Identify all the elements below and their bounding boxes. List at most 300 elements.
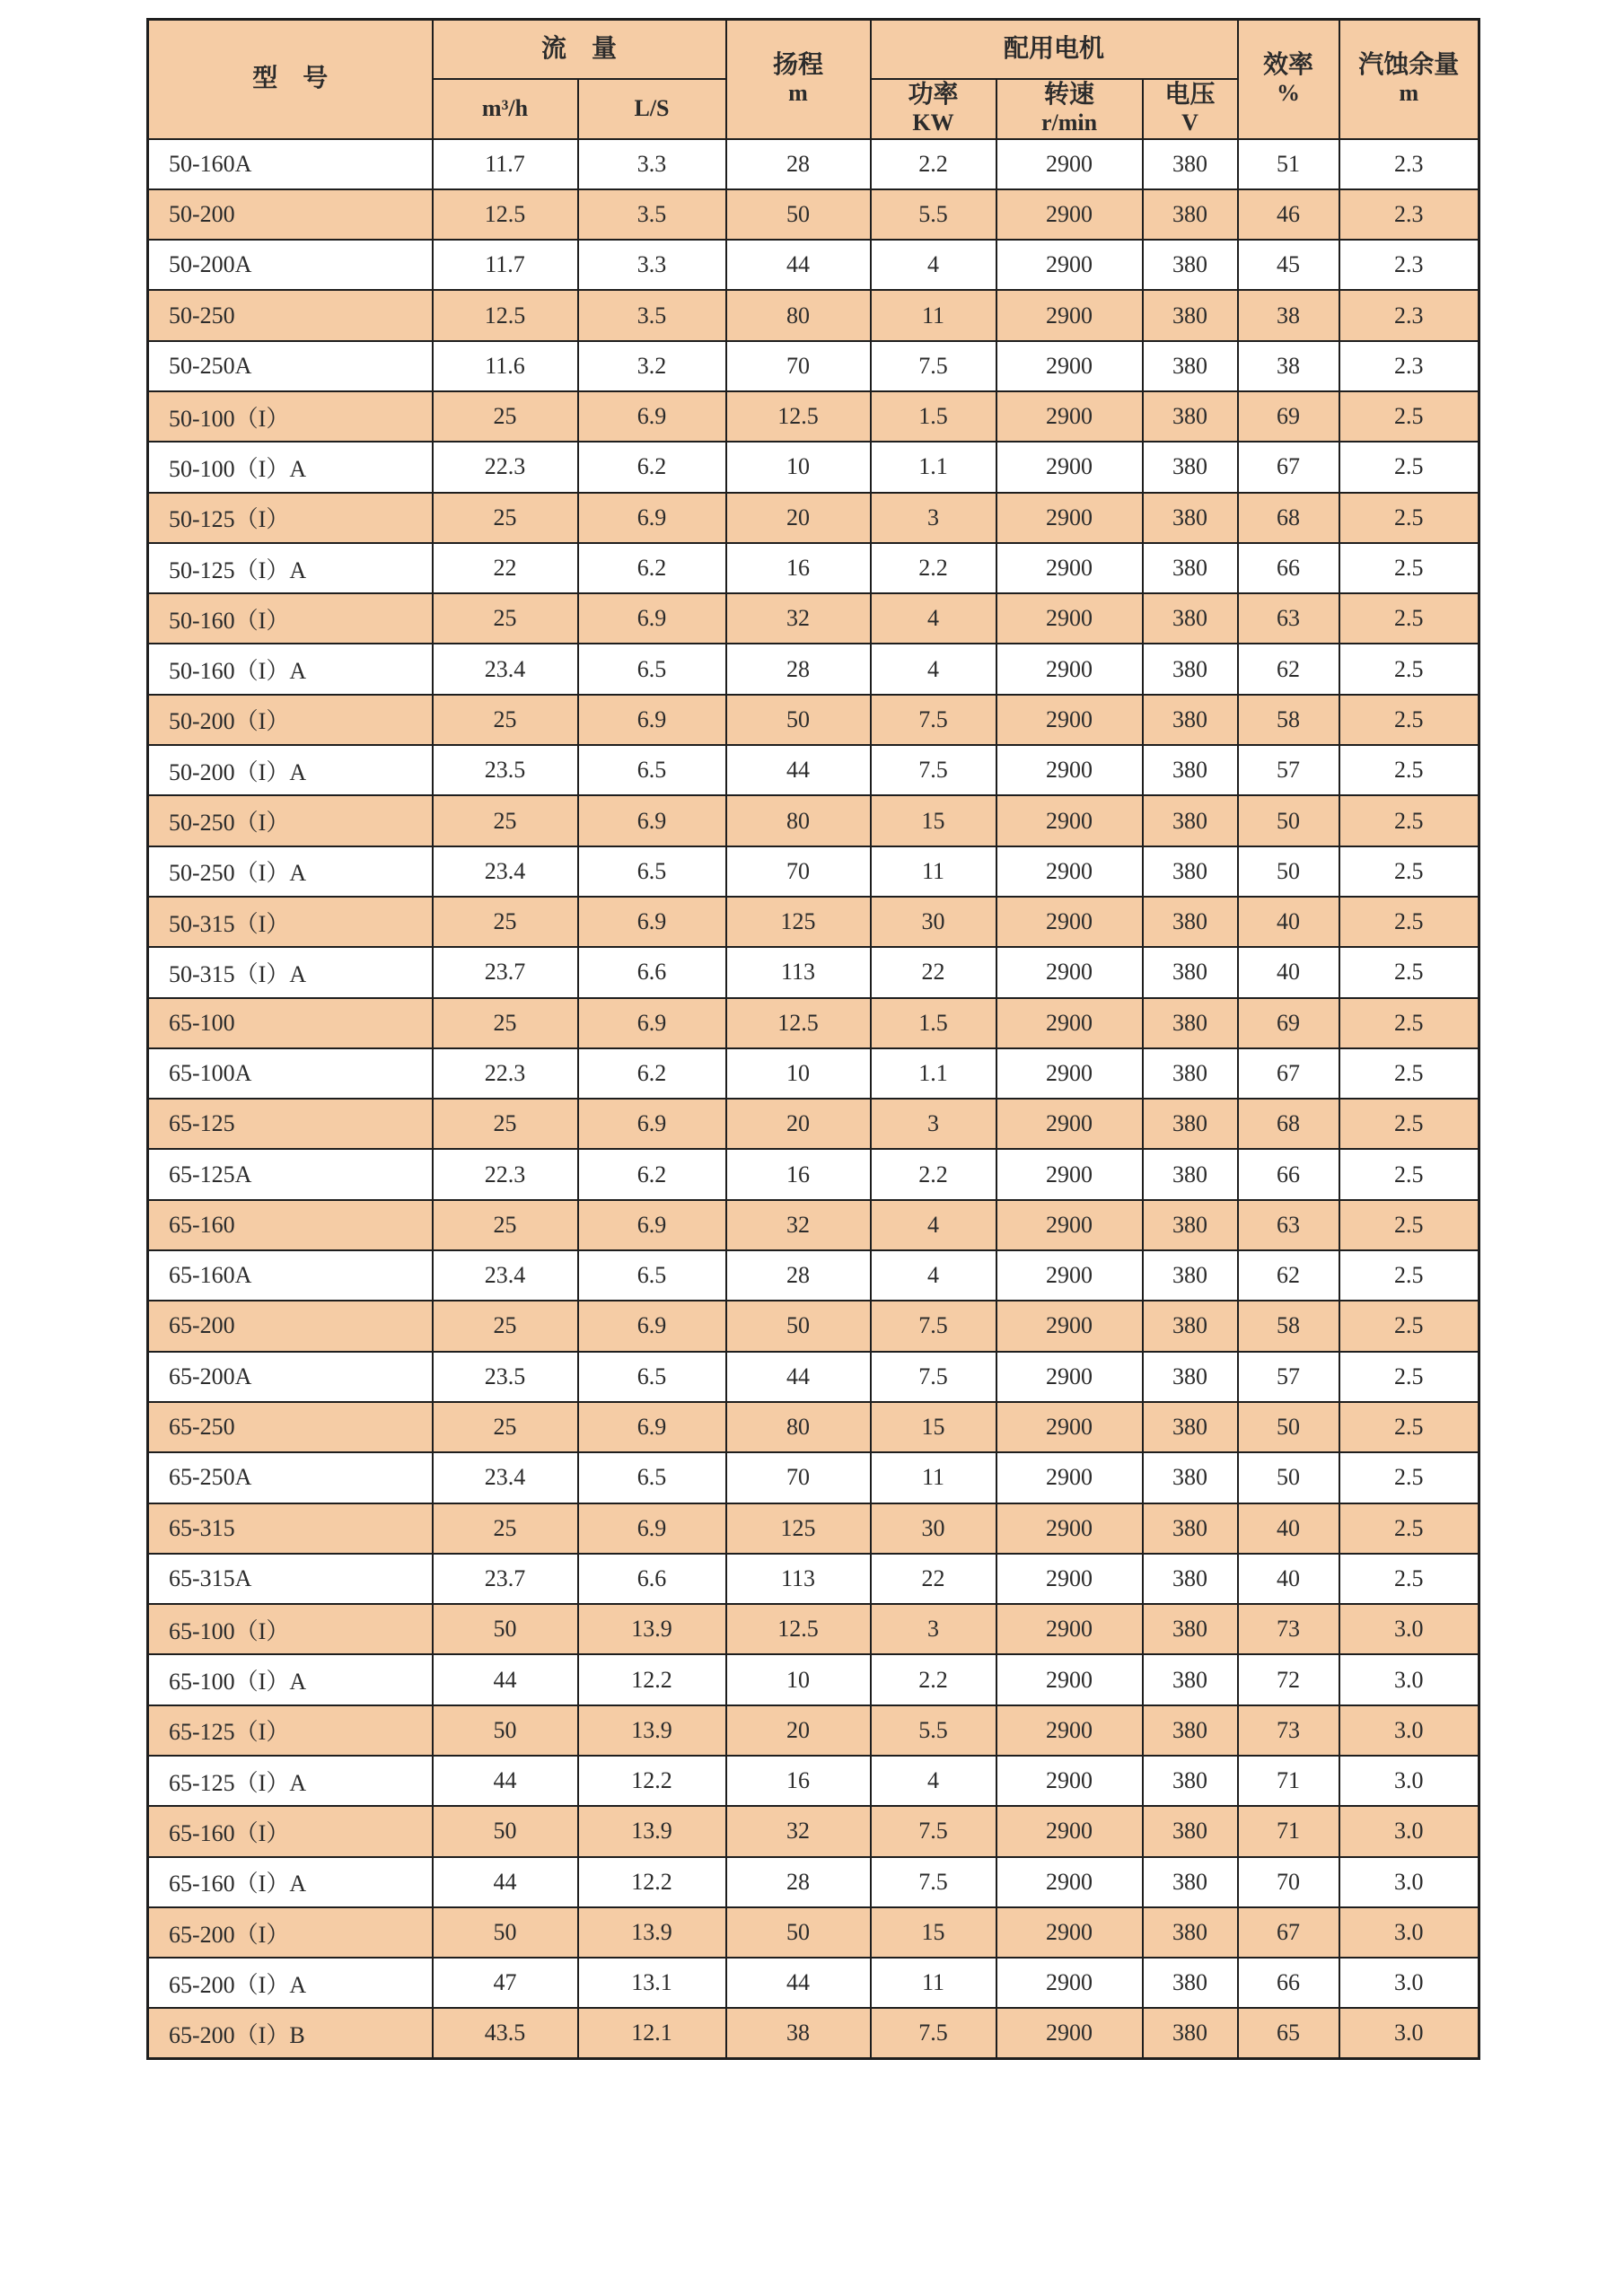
header-flow-ls-unit: L/S (634, 94, 670, 121)
value-cell: 10 (726, 1048, 871, 1099)
table-row (148, 1200, 1479, 1250)
value-cell: 45 (1238, 240, 1339, 290)
header-flow-ls (578, 79, 726, 139)
value-cell: 23.4 (433, 1452, 578, 1503)
value-cell: 2.5 (1339, 1352, 1479, 1402)
value-cell: 80 (726, 795, 871, 846)
value-cell: 2900 (996, 1402, 1143, 1452)
value-cell: 2900 (996, 493, 1143, 543)
value-cell: 80 (726, 290, 871, 340)
value-cell: 44 (726, 1352, 871, 1402)
value-cell: 20 (726, 493, 871, 543)
value-cell: 2.5 (1339, 1452, 1479, 1503)
table-row (148, 1048, 1479, 1099)
value-cell: 380 (1143, 1402, 1238, 1452)
value-cell: 38 (1238, 290, 1339, 340)
value-cell: 22 (433, 543, 578, 593)
model-cell: 65-200 (148, 1301, 433, 1351)
value-cell: 28 (726, 644, 871, 694)
model-cell: 65-160 (148, 1200, 433, 1250)
value-cell: 380 (1143, 1857, 1238, 1907)
value-cell: 2.5 (1339, 1554, 1479, 1604)
table-row (148, 1857, 1479, 1907)
value-cell: 67 (1238, 1907, 1339, 1958)
value-cell: 67 (1238, 442, 1339, 492)
table-row (148, 1554, 1479, 1604)
value-cell: 380 (1143, 1756, 1238, 1806)
value-cell: 71 (1238, 1806, 1339, 1856)
header-flow-m3h-unit: m³/h (481, 94, 529, 121)
value-cell: 69 (1238, 998, 1339, 1048)
value-cell: 23.4 (433, 1250, 578, 1301)
value-cell: 25 (433, 493, 578, 543)
value-cell: 3.0 (1339, 2008, 1479, 2058)
value-cell: 2900 (996, 1099, 1143, 1149)
value-cell: 6.9 (578, 998, 726, 1048)
table-row (148, 745, 1479, 795)
value-cell: 13.1 (578, 1958, 726, 2008)
value-cell: 2900 (996, 1503, 1143, 1554)
header-head (726, 20, 871, 139)
value-cell: 23.7 (433, 1554, 578, 1604)
value-cell: 25 (433, 695, 578, 745)
value-cell: 10 (726, 1654, 871, 1704)
value-cell: 3.5 (578, 189, 726, 240)
value-cell: 2.5 (1339, 1048, 1479, 1099)
value-cell: 57 (1238, 745, 1339, 795)
value-cell: 28 (726, 1857, 871, 1907)
value-cell: 3.0 (1339, 1756, 1479, 1806)
value-cell: 2.5 (1339, 644, 1479, 694)
value-cell: 30 (871, 1503, 996, 1554)
value-cell: 11 (871, 290, 996, 340)
value-cell: 22 (871, 1554, 996, 1604)
table-row (148, 1604, 1479, 1654)
header-motor: 配用电机 (871, 20, 1238, 79)
value-cell: 2900 (996, 1301, 1143, 1351)
table-row (148, 846, 1479, 897)
value-cell: 25 (433, 1301, 578, 1351)
value-cell: 380 (1143, 1654, 1238, 1704)
value-cell: 6.9 (578, 391, 726, 442)
value-cell: 3.0 (1339, 1806, 1479, 1856)
value-cell: 2900 (996, 391, 1143, 442)
value-cell: 1.1 (871, 442, 996, 492)
header-npsh-unit: m (1399, 80, 1419, 107)
model-cell: 50-160A (148, 139, 433, 189)
table-row (148, 493, 1479, 543)
value-cell: 6.6 (578, 947, 726, 997)
table-row (148, 1806, 1479, 1856)
value-cell: 3.2 (578, 341, 726, 391)
value-cell: 6.6 (578, 1554, 726, 1604)
header-power (871, 79, 996, 139)
value-cell: 125 (726, 897, 871, 947)
value-cell: 380 (1143, 998, 1238, 1048)
value-cell: 73 (1238, 1705, 1339, 1756)
value-cell: 2900 (996, 745, 1143, 795)
value-cell: 40 (1238, 1554, 1339, 1604)
value-cell: 66 (1238, 1149, 1339, 1199)
value-cell: 11 (871, 1958, 996, 2008)
value-cell: 1.5 (871, 998, 996, 1048)
value-cell: 380 (1143, 240, 1238, 290)
value-cell: 28 (726, 139, 871, 189)
value-cell: 2900 (996, 240, 1143, 290)
value-cell: 380 (1143, 1149, 1238, 1199)
model-cell: 65-200（I）A (148, 1958, 433, 2008)
value-cell: 2.5 (1339, 493, 1479, 543)
value-cell: 2900 (996, 695, 1143, 745)
value-cell: 7.5 (871, 1857, 996, 1907)
value-cell: 58 (1238, 1301, 1339, 1351)
value-cell: 44 (433, 1857, 578, 1907)
value-cell: 25 (433, 1200, 578, 1250)
table-row (148, 1756, 1479, 1806)
value-cell: 380 (1143, 745, 1238, 795)
value-cell: 25 (433, 1402, 578, 1452)
value-cell: 32 (726, 1200, 871, 1250)
table-row (148, 1654, 1479, 1704)
value-cell: 2900 (996, 1200, 1143, 1250)
value-cell: 3 (871, 1099, 996, 1149)
value-cell: 380 (1143, 1301, 1238, 1351)
value-cell: 25 (433, 1099, 578, 1149)
value-cell: 12.5 (726, 391, 871, 442)
value-cell: 2900 (996, 1705, 1143, 1756)
value-cell: 70 (726, 846, 871, 897)
value-cell: 70 (726, 1452, 871, 1503)
value-cell: 3.5 (578, 290, 726, 340)
model-cell: 50-315（I）A (148, 947, 433, 997)
table-row (148, 391, 1479, 442)
value-cell: 13.9 (578, 1806, 726, 1856)
value-cell: 2.3 (1339, 139, 1479, 189)
value-cell: 3 (871, 1604, 996, 1654)
value-cell: 6.9 (578, 1301, 726, 1351)
table-row (148, 1149, 1479, 1199)
model-cell: 50-160（I） (148, 593, 433, 644)
value-cell: 25 (433, 897, 578, 947)
value-cell: 50 (726, 695, 871, 745)
value-cell: 7.5 (871, 1352, 996, 1402)
header-head-unit: m (788, 80, 808, 107)
model-cell: 65-315 (148, 1503, 433, 1554)
value-cell: 380 (1143, 1806, 1238, 1856)
table-body (148, 139, 1479, 2059)
value-cell: 4 (871, 593, 996, 644)
value-cell: 2900 (996, 593, 1143, 644)
table-row (148, 795, 1479, 846)
value-cell: 67 (1238, 1048, 1339, 1099)
table-row (148, 442, 1479, 492)
value-cell: 2.5 (1339, 543, 1479, 593)
table-row (148, 1099, 1479, 1149)
table-row (148, 1958, 1479, 2008)
value-cell: 380 (1143, 493, 1238, 543)
model-cell: 65-200A (148, 1352, 433, 1402)
value-cell: 380 (1143, 795, 1238, 846)
model-cell: 65-250 (148, 1402, 433, 1452)
value-cell: 2900 (996, 1806, 1143, 1856)
value-cell: 113 (726, 947, 871, 997)
table-row (148, 593, 1479, 644)
value-cell: 2.3 (1339, 189, 1479, 240)
value-cell: 50 (433, 1907, 578, 1958)
value-cell: 380 (1143, 593, 1238, 644)
value-cell: 380 (1143, 947, 1238, 997)
value-cell: 380 (1143, 290, 1238, 340)
value-cell: 6.2 (578, 543, 726, 593)
value-cell: 22.3 (433, 1048, 578, 1099)
value-cell: 3.0 (1339, 1907, 1479, 1958)
table-row (148, 240, 1479, 290)
header-npsh-label: 汽蚀余量 (1358, 51, 1460, 80)
value-cell: 25 (433, 1503, 578, 1554)
value-cell: 2.2 (871, 543, 996, 593)
table-row (148, 543, 1479, 593)
value-cell: 2.5 (1339, 593, 1479, 644)
value-cell: 380 (1143, 139, 1238, 189)
value-cell: 32 (726, 593, 871, 644)
value-cell: 40 (1238, 947, 1339, 997)
value-cell: 2900 (996, 998, 1143, 1048)
value-cell: 44 (726, 240, 871, 290)
value-cell: 46 (1238, 189, 1339, 240)
value-cell: 3.3 (578, 240, 726, 290)
value-cell: 13.9 (578, 1604, 726, 1654)
value-cell: 380 (1143, 1452, 1238, 1503)
value-cell: 50 (726, 1907, 871, 1958)
value-cell: 380 (1143, 644, 1238, 694)
value-cell: 12.5 (433, 189, 578, 240)
value-cell: 12.5 (433, 290, 578, 340)
value-cell: 7.5 (871, 695, 996, 745)
model-cell: 50-125（I） (148, 493, 433, 543)
header-flow: 流 量 (433, 20, 726, 79)
model-cell: 50-200 (148, 189, 433, 240)
value-cell: 23.5 (433, 1352, 578, 1402)
value-cell: 6.2 (578, 442, 726, 492)
model-cell: 65-100（I） (148, 1604, 433, 1654)
table-row (148, 341, 1479, 391)
value-cell: 62 (1238, 644, 1339, 694)
value-cell: 380 (1143, 189, 1238, 240)
value-cell: 23.7 (433, 947, 578, 997)
table-row (148, 189, 1479, 240)
model-cell: 50-125（I）A (148, 543, 433, 593)
header-efficiency-unit: % (1277, 80, 1301, 107)
value-cell: 380 (1143, 442, 1238, 492)
model-cell: 50-100（I） (148, 391, 433, 442)
value-cell: 380 (1143, 543, 1238, 593)
table-row (148, 1705, 1479, 1756)
value-cell: 16 (726, 543, 871, 593)
value-cell: 50 (1238, 1452, 1339, 1503)
value-cell: 380 (1143, 391, 1238, 442)
value-cell: 22.3 (433, 442, 578, 492)
value-cell: 38 (726, 2008, 871, 2058)
value-cell: 50 (1238, 1402, 1339, 1452)
value-cell: 68 (1238, 493, 1339, 543)
value-cell: 380 (1143, 1907, 1238, 1958)
header-voltage-unit: V (1181, 110, 1198, 136)
value-cell: 15 (871, 1907, 996, 1958)
value-cell: 380 (1143, 1200, 1238, 1250)
value-cell: 50 (433, 1806, 578, 1856)
value-cell: 5.5 (871, 189, 996, 240)
model-cell: 50-160（I）A (148, 644, 433, 694)
value-cell: 50 (1238, 846, 1339, 897)
value-cell: 25 (433, 391, 578, 442)
model-cell: 50-250（I） (148, 795, 433, 846)
value-cell: 63 (1238, 593, 1339, 644)
value-cell: 6.9 (578, 695, 726, 745)
value-cell: 47 (433, 1958, 578, 2008)
value-cell: 6.5 (578, 745, 726, 795)
value-cell: 380 (1143, 2008, 1238, 2058)
value-cell: 25 (433, 998, 578, 1048)
value-cell: 44 (726, 1958, 871, 2008)
value-cell: 15 (871, 1402, 996, 1452)
model-cell: 65-315A (148, 1554, 433, 1604)
model-cell: 65-100（I）A (148, 1654, 433, 1704)
model-cell: 65-160（I）A (148, 1857, 433, 1907)
value-cell: 11.6 (433, 341, 578, 391)
value-cell: 2.5 (1339, 442, 1479, 492)
value-cell: 1.5 (871, 391, 996, 442)
value-cell: 6.2 (578, 1149, 726, 1199)
value-cell: 4 (871, 1756, 996, 1806)
value-cell: 2900 (996, 1958, 1143, 2008)
value-cell: 80 (726, 1402, 871, 1452)
header-voltage-label: 电压 (1164, 80, 1216, 109)
value-cell: 380 (1143, 1250, 1238, 1301)
value-cell: 380 (1143, 1048, 1238, 1099)
value-cell: 2900 (996, 2008, 1143, 2058)
table-row (148, 1402, 1479, 1452)
table-row (148, 947, 1479, 997)
value-cell: 5.5 (871, 1705, 996, 1756)
value-cell: 43.5 (433, 2008, 578, 2058)
value-cell: 2.2 (871, 1149, 996, 1199)
value-cell: 2900 (996, 139, 1143, 189)
model-cell: 65-160（I） (148, 1806, 433, 1856)
value-cell: 2.5 (1339, 846, 1479, 897)
value-cell: 2.2 (871, 1654, 996, 1704)
value-cell: 11 (871, 1452, 996, 1503)
value-cell: 380 (1143, 1604, 1238, 1654)
value-cell: 6.9 (578, 1200, 726, 1250)
value-cell: 23.4 (433, 846, 578, 897)
value-cell: 2900 (996, 341, 1143, 391)
value-cell: 6.9 (578, 795, 726, 846)
value-cell: 2.3 (1339, 290, 1479, 340)
value-cell: 11 (871, 846, 996, 897)
value-cell: 40 (1238, 897, 1339, 947)
value-cell: 380 (1143, 695, 1238, 745)
model-cell: 65-125（I） (148, 1705, 433, 1756)
value-cell: 7.5 (871, 745, 996, 795)
value-cell: 2900 (996, 795, 1143, 846)
value-cell: 2.5 (1339, 1301, 1479, 1351)
value-cell: 2.3 (1339, 341, 1479, 391)
model-cell: 50-200（I） (148, 695, 433, 745)
table-row (148, 695, 1479, 745)
value-cell: 16 (726, 1756, 871, 1806)
value-cell: 44 (726, 745, 871, 795)
value-cell: 58 (1238, 695, 1339, 745)
value-cell: 15 (871, 795, 996, 846)
value-cell: 22.3 (433, 1149, 578, 1199)
value-cell: 7.5 (871, 1806, 996, 1856)
value-cell: 2.5 (1339, 1099, 1479, 1149)
value-cell: 2.5 (1339, 795, 1479, 846)
table-row (148, 1352, 1479, 1402)
value-cell: 3.0 (1339, 1857, 1479, 1907)
value-cell: 2.5 (1339, 1200, 1479, 1250)
model-cell: 65-200（I）B (148, 2008, 433, 2058)
value-cell: 2900 (996, 1352, 1143, 1402)
value-cell: 12.1 (578, 2008, 726, 2058)
value-cell: 38 (1238, 341, 1339, 391)
value-cell: 2.5 (1339, 998, 1479, 1048)
value-cell: 40 (1238, 1503, 1339, 1554)
pump-spec-table (146, 18, 1480, 2060)
table-row (148, 1907, 1479, 1958)
table-row (148, 1301, 1479, 1351)
value-cell: 380 (1143, 1705, 1238, 1756)
value-cell: 380 (1143, 1352, 1238, 1402)
value-cell: 2900 (996, 846, 1143, 897)
value-cell: 2900 (996, 290, 1143, 340)
header-speed-label: 转速 (1044, 80, 1095, 109)
value-cell: 6.9 (578, 1402, 726, 1452)
model-cell: 50-200A (148, 240, 433, 290)
value-cell: 66 (1238, 1958, 1339, 2008)
value-cell: 69 (1238, 391, 1339, 442)
value-cell: 50 (1238, 795, 1339, 846)
value-cell: 2900 (996, 644, 1143, 694)
value-cell: 6.9 (578, 1099, 726, 1149)
value-cell: 44 (433, 1756, 578, 1806)
value-cell: 7.5 (871, 2008, 996, 2058)
value-cell: 2.5 (1339, 1503, 1479, 1554)
value-cell: 380 (1143, 1099, 1238, 1149)
value-cell: 4 (871, 1200, 996, 1250)
value-cell: 12.2 (578, 1857, 726, 1907)
value-cell: 12.5 (726, 998, 871, 1048)
model-cell: 65-160A (148, 1250, 433, 1301)
value-cell: 2900 (996, 1604, 1143, 1654)
value-cell: 6.5 (578, 1352, 726, 1402)
value-cell: 2.3 (1339, 240, 1479, 290)
value-cell: 2900 (996, 1756, 1143, 1806)
model-cell: 65-125 (148, 1099, 433, 1149)
value-cell: 44 (433, 1654, 578, 1704)
header-flow-m3h (433, 79, 578, 139)
value-cell: 2.5 (1339, 745, 1479, 795)
value-cell: 25 (433, 593, 578, 644)
value-cell: 125 (726, 1503, 871, 1554)
value-cell: 6.5 (578, 1250, 726, 1301)
value-cell: 6.9 (578, 897, 726, 947)
model-cell: 65-125（I）A (148, 1756, 433, 1806)
value-cell: 72 (1238, 1654, 1339, 1704)
value-cell: 2.5 (1339, 1250, 1479, 1301)
header-model: 型 号 (148, 20, 433, 139)
header-speed (996, 79, 1143, 139)
